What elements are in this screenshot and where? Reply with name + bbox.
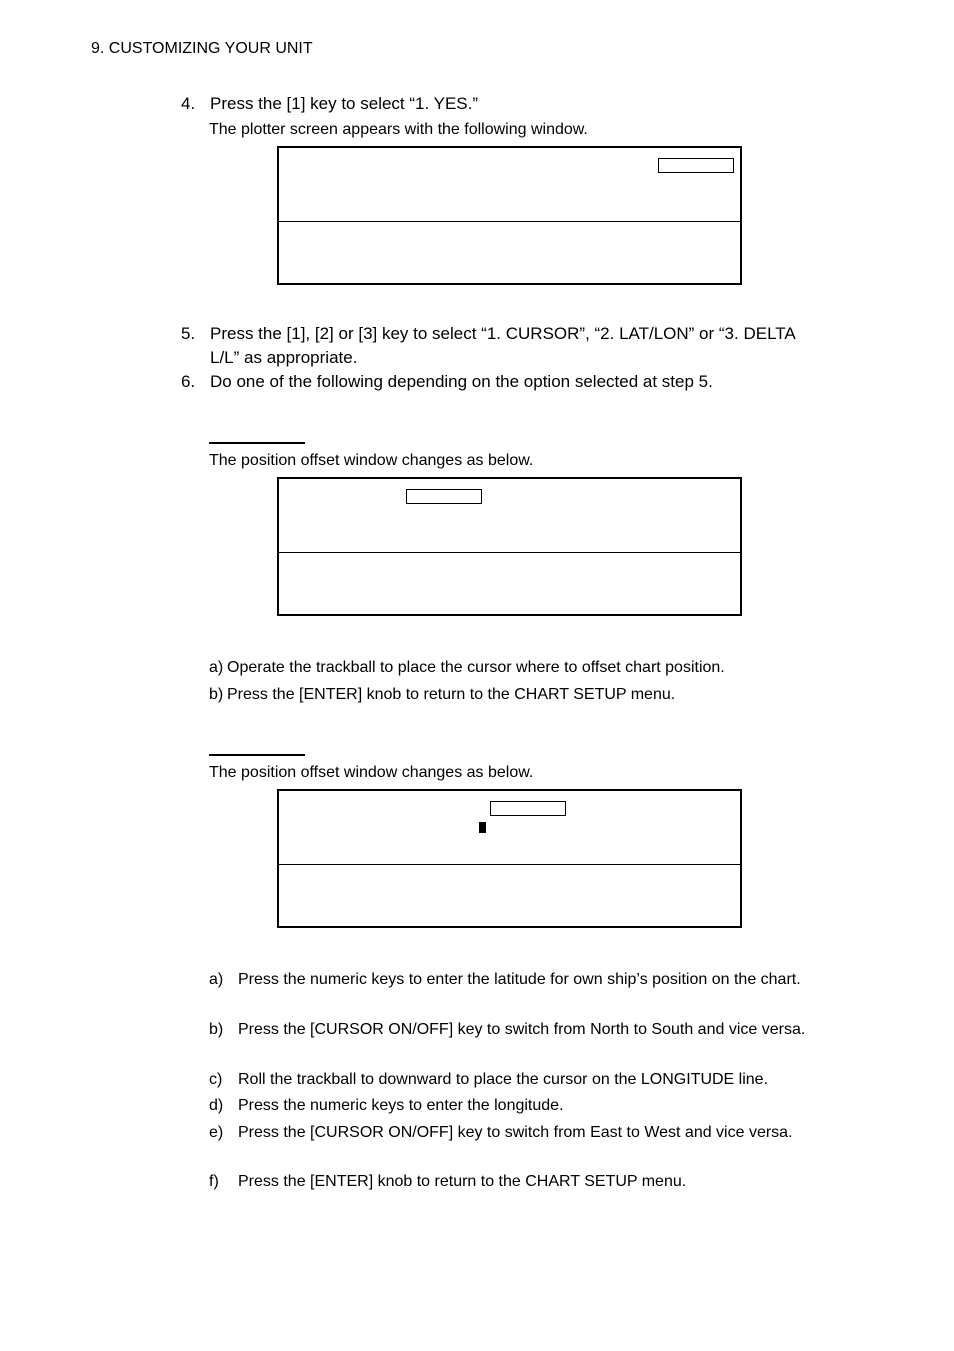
list-item <box>209 1094 829 1117</box>
list-item <box>209 1170 829 1193</box>
text-cursor-icon <box>479 822 486 833</box>
item-text: Roll the trackball to downward to place the cursor on the LONGITUDE line. <box>238 1071 769 1088</box>
window-divider <box>279 864 740 865</box>
item-label: c) <box>209 1071 223 1088</box>
step-5 <box>181 322 801 370</box>
highlight-box <box>658 158 734 173</box>
section-heading-rule <box>209 442 305 444</box>
section-heading-rule <box>209 754 305 756</box>
item-text: Press the numeric keys to enter the latitude for own ship’s position on the chart. <box>238 971 801 988</box>
window-divider <box>279 552 740 553</box>
item-label: b) <box>209 686 224 703</box>
item-text: Operate the trackball to place the cursor where to offset chart position. <box>227 659 725 676</box>
item-label: b) <box>209 1021 224 1038</box>
highlight-box <box>490 801 566 816</box>
offset-window-figure-latlon <box>277 789 742 928</box>
item-text: Press the [CURSOR ON/OFF] key to switch from North to South and vice versa. <box>238 1021 806 1038</box>
step-text: Press the [1], [2] or [3] key to select “1. CURSOR”, “2. LAT/LON” or “3. DELTA L/L” as appropriate. <box>210 324 795 367</box>
list-item <box>209 968 829 1014</box>
item-text: Press the numeric keys to enter the longitude. <box>238 1097 564 1114</box>
window-divider <box>279 221 740 222</box>
step-6 <box>181 370 801 394</box>
list-item <box>209 1068 849 1091</box>
item-label: a) <box>209 659 224 676</box>
list-item <box>209 656 829 679</box>
plotter-window-note: The plotter screen appears with the following window. <box>209 121 588 138</box>
offset-window-note: The position offset window changes as below. <box>209 764 534 781</box>
step-number: 5. <box>181 324 196 343</box>
list-item <box>209 1121 829 1167</box>
item-label: e) <box>209 1124 224 1141</box>
offset-window-figure-cursor <box>277 477 742 616</box>
item-label: a) <box>209 971 224 988</box>
list-item <box>209 683 829 706</box>
item-label: d) <box>209 1097 224 1114</box>
step-4 <box>181 92 801 116</box>
item-text: Press the [CURSOR ON/OFF] key to switch from East to West and vice versa. <box>238 1124 793 1141</box>
offset-window-note: The position offset window changes as below. <box>209 452 534 469</box>
item-label: f) <box>209 1173 219 1190</box>
step-number: 4. <box>181 94 196 113</box>
step-number: 6. <box>181 372 196 391</box>
list-item <box>209 1018 829 1064</box>
item-text: Press the [ENTER] knob to return to the CHART SETUP menu. <box>238 1173 687 1190</box>
plotter-window-figure <box>277 146 742 285</box>
step-text: Do one of the following depending on the option selected at step 5. <box>210 372 713 391</box>
step-text: Press the [1] key to select “1. YES.” <box>210 94 479 113</box>
item-text: Press the [ENTER] knob to return to the CHART SETUP menu. <box>227 686 676 703</box>
page-header: 9. CUSTOMIZING YOUR UNIT <box>91 40 313 57</box>
highlight-box <box>406 489 482 504</box>
